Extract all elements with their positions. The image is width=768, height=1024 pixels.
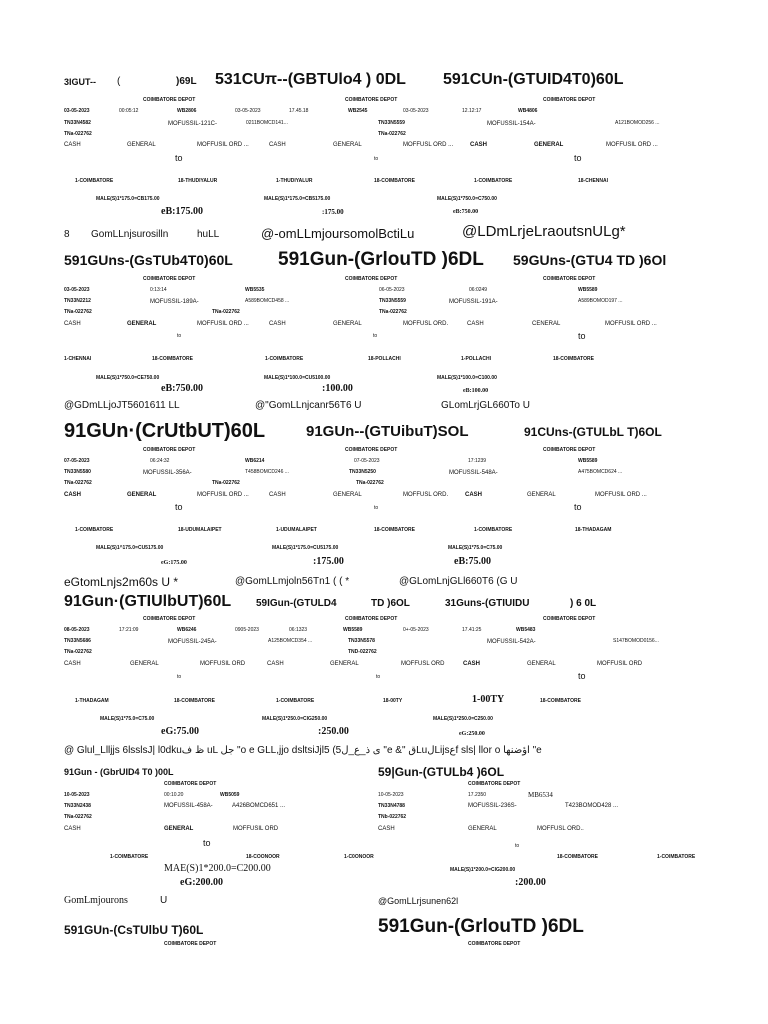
- text-line: eB:750.00: [161, 383, 203, 394]
- text-line: WB5589: [343, 627, 363, 633]
- text-line: MOFFUSIL ORD: [597, 661, 643, 667]
- text-line: TN33N5578: [348, 638, 375, 644]
- text-line: 531CUπ--(GBTUlo4 ) 0DL: [215, 71, 406, 88]
- text-line: to: [574, 153, 582, 163]
- text-line: CASH: [269, 321, 286, 327]
- text-line: COIMBATORE DEPOT: [164, 941, 217, 947]
- text-line: TNa-022762: [379, 309, 407, 315]
- text-line: CASH: [64, 492, 82, 498]
- text-line: WB5535: [245, 287, 265, 293]
- text-line: 18-UDUMALAIPET: [178, 527, 222, 533]
- text-line: 18-CHENNAI: [578, 178, 609, 184]
- text-line: GENERAL: [164, 826, 194, 832]
- text-line: 18-COIMBATORE: [557, 854, 598, 860]
- text-line: 91GUn·(CrUtbUT)60L: [64, 420, 266, 442]
- text-line: eB:750.00: [453, 209, 479, 215]
- text-line: @GomLLrjsunen62l: [378, 896, 459, 906]
- text-line: 17.45.18: [289, 108, 309, 114]
- text-line: CASH: [269, 492, 286, 498]
- text-line: TNb-022762: [378, 814, 407, 820]
- text-line: MALE(S)1*750.0=CE750.00: [96, 375, 160, 381]
- text-line: 07-05-2023: [64, 458, 90, 464]
- text-line: WB6214: [245, 458, 265, 464]
- text-line: 1-CHENNAI: [64, 356, 92, 362]
- text-line: MOFUSSIL-542A-: [487, 639, 536, 645]
- text-line: 1-COIMBATORE: [276, 698, 315, 704]
- text-line: 1-POLLACHI: [461, 356, 491, 362]
- text-line: 1-COIMBATORE: [265, 356, 304, 362]
- text-line: COIMBATORE DEPOT: [345, 447, 398, 453]
- text-line: A589BOMCD458 ...: [245, 298, 290, 304]
- text-line: 06-05-2023: [379, 287, 405, 293]
- text-line: 18-THUDIYALUR: [178, 178, 218, 184]
- text-line: 1-COIMBATORE: [110, 854, 149, 860]
- text-line: 18-COIMBATORE: [553, 356, 594, 362]
- text-line: COIMBATORE DEPOT: [143, 97, 196, 103]
- text-line: MALE(S)1*200.0=CIG200.00: [450, 867, 516, 873]
- text-line: 03-05-2023: [64, 287, 90, 293]
- text-line: WB4806: [518, 108, 538, 114]
- text-line: CASH: [463, 661, 481, 667]
- text-line: WB5059: [220, 792, 240, 798]
- text-line: 1-COIMBATORE: [474, 178, 513, 184]
- text-line: MOFFUSIL ORD ...: [605, 321, 657, 327]
- text-line: TN33N5559: [379, 298, 406, 304]
- text-line: 91CUns-(GTULbL T)6OL: [524, 425, 662, 439]
- text-line: COIMBATORE DEPOT: [143, 447, 196, 453]
- text-line: U: [160, 895, 168, 906]
- text-line: TN33N5580: [64, 469, 91, 475]
- text-line: TNa-022762: [64, 814, 92, 820]
- text-line: @"GomLLnjcanr56T6 U: [255, 400, 362, 411]
- text-line: GLomLrjGL660To U: [441, 400, 530, 411]
- text-line: 1-COIMBATORE: [474, 527, 513, 533]
- text-line: MOFUSSIL-121C-: [168, 121, 218, 127]
- text-line: GENERAL: [333, 492, 362, 498]
- text-line: 18-COIMBATORE: [374, 178, 415, 184]
- text-line: 06:0249: [469, 287, 488, 293]
- text-line: MOFUSSIL-189A-: [150, 299, 199, 305]
- text-line: 03-05-2023: [64, 108, 90, 114]
- text-line: TN33N4788: [378, 803, 405, 809]
- text-line: TN33N2438: [64, 803, 91, 809]
- text-line: 1-THADAGAM: [75, 698, 109, 704]
- text-line: COIMBATORE DEPOT: [468, 941, 521, 947]
- text-line: :250.00: [318, 726, 349, 737]
- text-line: MOFFUSIL ORD ...: [595, 492, 647, 498]
- text-line: 18-00TY: [383, 698, 403, 704]
- text-line: to: [175, 153, 183, 163]
- text-line: 8: [64, 229, 70, 240]
- text-line: TD )6OL: [371, 598, 410, 609]
- text-line: eG:175.00: [161, 560, 187, 566]
- text-line: )69L: [176, 76, 197, 87]
- text-line: 591GUns-(GsTUb4T0)60L: [64, 252, 233, 268]
- text-line: 03-05-2023: [235, 108, 261, 114]
- text-line: to: [374, 156, 379, 162]
- text-line: GENERAL: [333, 142, 362, 148]
- text-line: @ Glul_Llljjs 6lsslsJ| l0dkuظ ف uL جل "o e GLL,jjo dsltsiJjl5 (5ى ذ_ع_ل "e &" قLuلLijsعf sls| llor o اؤضنها "e: [64, 745, 542, 756]
- text-line: MOFUSSIL-548A-: [449, 470, 498, 476]
- text-line: @-omLLmjoursomolBctiLu: [261, 226, 415, 241]
- text-line: MOFFUSIL ORD: [200, 661, 246, 667]
- text-line: 07-05-2023: [354, 458, 380, 464]
- text-line: CASH: [64, 661, 81, 667]
- text-line: COIMBATORE DEPOT: [143, 616, 196, 622]
- text-line: 591Gun-(GrlouTD )6DL: [378, 916, 584, 937]
- text-line: 0211BOMCD141...: [246, 120, 288, 126]
- text-line: 0+-05-2023: [403, 627, 429, 633]
- text-line: T423BOMOD428 ...: [565, 803, 619, 809]
- text-line: TNa-022762: [356, 480, 384, 486]
- text-line: GENERAL: [468, 826, 497, 832]
- text-line: TN33N5250: [349, 469, 376, 475]
- text-line: 591CUn-(GTUID4T0)60L: [443, 71, 624, 88]
- text-line: MOFFUSIL ORD ...: [606, 142, 658, 148]
- text-line: MOFFUSL ORD ...: [403, 142, 454, 148]
- text-line: COIMBATORE DEPOT: [345, 276, 398, 282]
- text-line: 1-COIMBATORE: [657, 854, 696, 860]
- text-line: 18-COIMBATORE: [152, 356, 193, 362]
- text-line: 18-COIMBATORE: [374, 527, 415, 533]
- text-line: S147BOMOD0156...: [613, 638, 659, 644]
- text-line: MOFFUSIL ORD ...: [197, 142, 249, 148]
- text-line: to: [203, 838, 211, 848]
- text-line: WB5589: [578, 458, 598, 464]
- text-line: to: [177, 333, 182, 339]
- text-line: 1-THUDIYALUR: [276, 178, 313, 184]
- text-line: TN33N4582: [64, 120, 91, 126]
- text-line: 3IGUT--: [64, 77, 97, 87]
- text-line: MOFFUSL ORD.: [403, 492, 449, 498]
- text-line: eG:200.00: [180, 877, 224, 888]
- text-line: 08-05-2023: [64, 627, 90, 633]
- text-line: TNa-022762: [378, 131, 406, 137]
- text-line: 1-C0ONOOR: [344, 854, 374, 860]
- text-line: 18-COONOOR: [246, 854, 280, 860]
- text-line: A426BOMCD651 ...: [232, 803, 286, 809]
- text-line: 18-POLLACHI: [368, 356, 401, 362]
- text-line: eB:100.00: [463, 388, 489, 394]
- text-line: 18-COIMBATORE: [540, 698, 581, 704]
- text-line: 18-THADAGAM: [575, 527, 612, 533]
- text-line: TNa-022762: [64, 480, 92, 486]
- text-line: (: [117, 76, 121, 87]
- text-line: to: [574, 502, 582, 512]
- text-line: T458BOMCD246 ...: [245, 469, 289, 475]
- text-line: WB6246: [177, 627, 197, 633]
- text-line: 17.41:25: [462, 627, 482, 633]
- text-line: to: [578, 671, 586, 681]
- text-line: to: [515, 843, 520, 849]
- text-line: WB5483: [516, 627, 536, 633]
- text-line: 91Gun·(GTIUlbUT)60L: [64, 593, 232, 610]
- text-line: 06:1323: [289, 627, 308, 633]
- text-line: 59|Gun-(GTULb4 )6OL: [378, 765, 505, 779]
- text-line: to: [373, 333, 378, 339]
- text-line: GENERAL: [534, 142, 564, 148]
- text-line: CASH: [465, 492, 483, 498]
- text-line: MOFUSSIL-245A-: [168, 639, 217, 645]
- text-line: 03-05-2023: [403, 108, 429, 114]
- text-line: TNa-022762: [64, 649, 92, 655]
- text-line: MOFFUSL ORD: [401, 661, 445, 667]
- text-line: eB:75.00: [454, 556, 491, 567]
- text-line: A589BOMOD197 ...: [578, 298, 623, 304]
- text-line: COIMBATORE DEPOT: [543, 447, 596, 453]
- text-line: TNa-022762: [212, 309, 240, 315]
- text-line: GENERAL: [527, 492, 556, 498]
- text-line: TN33N2212: [64, 298, 91, 304]
- text-line: @GomLLmjoln56Tn1 ( ( *: [235, 576, 350, 587]
- text-line: 12.12:17: [462, 108, 482, 114]
- text-line: eG:250.00: [459, 731, 485, 737]
- text-line: @LDmLrjeLraoutsnULg*: [462, 223, 626, 240]
- text-line: GomLmjourons: [64, 895, 128, 906]
- text-line: A125BOMCD354 ...: [268, 638, 313, 644]
- text-line: MOFFUSL ORD..: [537, 826, 584, 832]
- text-line: MALE(S)1*100.0=CU5100.00: [264, 375, 331, 381]
- text-line: MALE(S)1*250.0=C250.00: [433, 716, 493, 722]
- text-line: 31Guns-(GTIUIDU: [445, 598, 530, 609]
- text-line: 00:10.20: [164, 792, 184, 798]
- text-line: MOFFUSIL ORD ...: [197, 321, 249, 327]
- text-line: 1-UDUMALAIPET: [276, 527, 317, 533]
- text-line: eG:75.00: [161, 726, 200, 737]
- text-line: to: [578, 331, 586, 341]
- text-line: MOFUSSIL-154A-: [487, 121, 536, 127]
- text-line: 591GUn-(CsTUlbU T)60L: [64, 923, 204, 937]
- text-line: TND-022762: [348, 649, 377, 655]
- text-line: MOFUSSIL-356A-: [143, 470, 192, 476]
- text-line: TNa-022762: [64, 131, 92, 137]
- text-line: eB:175.00: [161, 206, 203, 217]
- text-line: WB2545: [348, 108, 368, 114]
- text-line: 10-05-2023: [64, 792, 90, 798]
- text-line: CENERAL: [532, 321, 561, 327]
- text-line: 18-COIMBATORE: [174, 698, 215, 704]
- text-line: MOFUSSIL-236S-: [468, 803, 517, 809]
- text-line: to: [175, 502, 183, 512]
- text-line: @GLomLnjGLl660T6 (G U: [399, 576, 518, 587]
- text-line: MOFFUSL ORD.: [403, 321, 449, 327]
- text-line: GENERAL: [527, 661, 556, 667]
- text-line: ) 6 0L: [570, 598, 597, 609]
- text-line: COIMBATORE DEPOT: [345, 616, 398, 622]
- text-line: to: [374, 505, 379, 511]
- text-line: GENERAL: [333, 321, 362, 327]
- text-line: :175.00: [322, 208, 344, 216]
- text-line: :100.00: [322, 383, 353, 394]
- text-line: COIMBATORE DEPOT: [143, 276, 196, 282]
- text-line: GENERAL: [130, 661, 159, 667]
- text-line: GENERAL: [127, 142, 156, 148]
- text-line: CASH: [267, 661, 284, 667]
- text-line: 91GUn--(GTUibuT)SOL: [306, 423, 469, 440]
- text-line: 59IGun-(GTULD4: [256, 598, 337, 609]
- text-line: 17:21:09: [119, 627, 139, 633]
- text-line: MALE(S)1*175.0=CU5175.00: [272, 545, 339, 551]
- text-line: 00:05:12: [119, 108, 139, 114]
- text-line: WB5589: [578, 287, 598, 293]
- text-line: MALE(S)1*75.0=C75.00: [448, 545, 503, 551]
- text-line: WB2806: [177, 108, 197, 114]
- text-line: huLL: [197, 229, 220, 240]
- text-line: @GDmLLjoJT5601611 LL: [64, 400, 180, 411]
- text-line: CASH: [378, 826, 395, 832]
- text-line: 06:24:32: [150, 458, 170, 464]
- text-line: MOFFUSIL ORD ...: [197, 492, 249, 498]
- text-line: MALE(S)1*75.0=C75.00: [100, 716, 155, 722]
- text-line: MAE(S)1*200.0=C200.00: [164, 863, 271, 874]
- text-line: MOFUSSIL-191A-: [449, 299, 498, 305]
- text-line: GENERAL: [127, 321, 157, 327]
- text-line: 59GUns-(GTU4 TD )6Ol: [513, 252, 667, 268]
- text-line: COIMBATORE DEPOT: [543, 616, 596, 622]
- text-line: CASH: [64, 321, 81, 327]
- text-line: CASH: [470, 142, 488, 148]
- text-line: COIMBATORE DEPOT: [543, 97, 596, 103]
- text-line: CASH: [467, 321, 484, 327]
- text-line: 1-COIMBATORE: [75, 527, 114, 533]
- text-line: MALE(S)1*100.0=C100.00: [437, 375, 497, 381]
- text-line: TN33N5559: [378, 120, 405, 126]
- text-line: 1-COIMBATORE: [75, 178, 114, 184]
- text-line: 17.2350: [468, 792, 487, 798]
- text-line: to: [177, 674, 182, 680]
- text-line: 17:1239: [468, 458, 487, 464]
- text-line: 0:13:14: [150, 287, 167, 293]
- text-line: MALE(S)1*175.0=CB5175.00: [264, 196, 331, 202]
- text-line: CASH: [269, 142, 286, 148]
- text-line: GENERAL: [127, 492, 157, 498]
- text-line: COIMBATORE DEPOT: [345, 97, 398, 103]
- text-line: 1-00TY: [472, 694, 505, 705]
- text-line: A121BOMOD256 ...: [615, 120, 660, 126]
- text-line: MALE(S)1*175.0=CB175.00: [96, 196, 160, 202]
- text-line: MOFFUSIL ORD: [233, 826, 279, 832]
- text-line: TNa-022762: [64, 309, 92, 315]
- text-line: GomLLnjsurosilln: [91, 229, 169, 240]
- text-line: to: [376, 674, 381, 680]
- text-line: :200.00: [515, 877, 546, 888]
- text-line: MALE(S)1*250.0=CIG250.00: [262, 716, 328, 722]
- text-line: :175.00: [313, 556, 344, 567]
- text-line: 91Gun - (GbrUID4 T0 )00L: [64, 767, 174, 777]
- text-line: COIMBATORE DEPOT: [164, 781, 217, 787]
- text-line: MB6534: [528, 791, 553, 799]
- text-line: CASH: [64, 826, 81, 832]
- text-line: MALE(S)1^175.0=CU5175.00: [96, 545, 164, 551]
- text-line: 10-05-2023: [378, 792, 404, 798]
- text-line: GENERAL: [330, 661, 359, 667]
- text-line: 0905-2023: [235, 627, 259, 633]
- text-line: TN33N5686: [64, 638, 91, 644]
- text-line: COIMBATORE DEPOT: [468, 781, 521, 787]
- text-line: COIMBATORE DEPOT: [543, 276, 596, 282]
- text-line: A475BOMCD624 ...: [578, 469, 623, 475]
- text-line: MOFUSSIL-458A-: [164, 803, 213, 809]
- text-line: TNa-022762: [212, 480, 240, 486]
- text-line: 591Gun-(GrlouTD )6DL: [278, 249, 484, 270]
- text-line: MALE(S)1*750.0=C750.00: [437, 196, 497, 202]
- text-line: CASH: [64, 142, 81, 148]
- text-line: eGtomLnjs2m60s U *: [64, 575, 179, 589]
